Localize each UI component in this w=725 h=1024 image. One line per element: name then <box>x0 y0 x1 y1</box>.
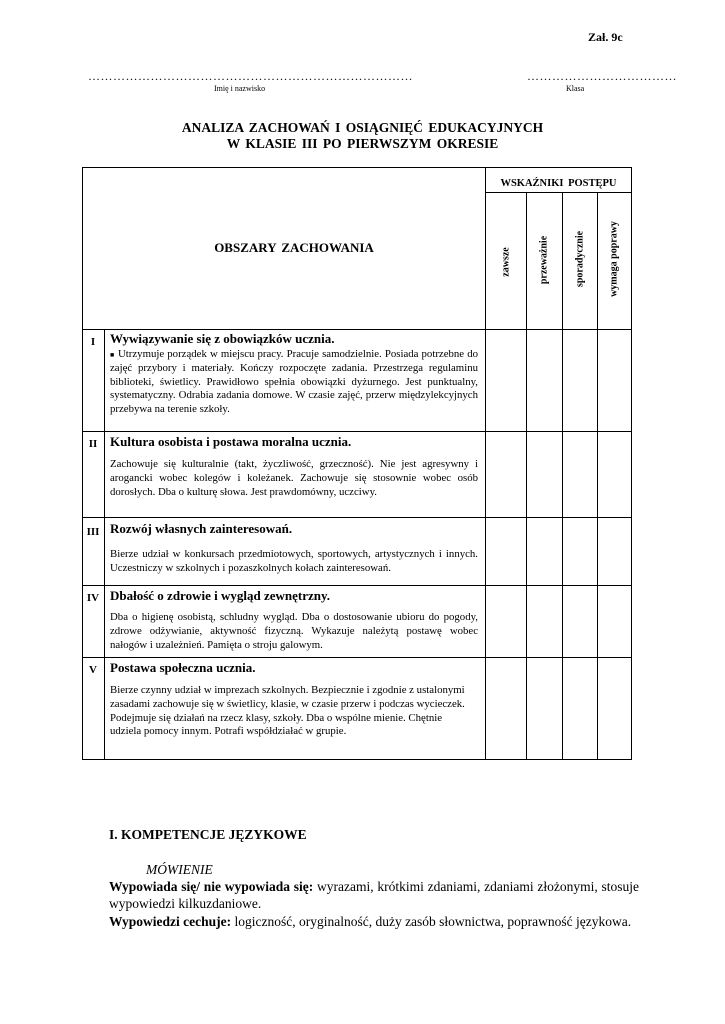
section-title: Rozwój własnych zainteresowań. <box>110 521 293 536</box>
title-line-2: W KLASIE III PO PIERWSZYM OKRESIE <box>226 136 499 151</box>
section-number: III <box>86 526 100 538</box>
section-body: Zachowuje się kulturalnie (takt, życzliwość, grzeczność). Nie jest agresywny i arogancki wobec kolegów i koleżanek. Zachowuje się stosownie wobec osób dorosłych. Dba o kulturę słowa. Jest prawdomówny, uczciwy. <box>110 458 478 498</box>
progress-header: WSKAŹNIKI POSTĘPU <box>500 178 617 189</box>
page-title <box>0 120 725 152</box>
section-number: V <box>89 664 97 676</box>
column-sporadically: sporadycznie <box>574 230 586 288</box>
section-title: Postawa społeczna ucznia. <box>110 660 256 675</box>
class-caption: Klasa <box>566 84 585 93</box>
section-body: Bierze udział w konkursach przedmiotowych, sportowych, artystycznych i innych. Uczestniczy w szkolnych i pozaszkolnych kołach zainteresowań. <box>110 548 478 574</box>
title-line-1: ANALIZA ZACHOWAŃ I OSIĄGNIĘĆ EDUKACYJNYCH <box>181 120 544 135</box>
section-number: I <box>90 336 96 348</box>
class-dotted-line: ……………………………… <box>527 69 677 83</box>
column-needs-improvement: wymaga poprawy <box>608 221 620 297</box>
section-title: Kultura osobista i postawa moralna ucznia. <box>110 434 352 449</box>
competences-heading: I. KOMPETENCJE JĘZYKOWE <box>109 827 307 842</box>
area-header: OBSZARY ZACHOWANIA <box>214 240 374 255</box>
attachment-label: Zał. 9c <box>588 30 623 44</box>
section-title: Dbałość o zdrowie i wygląd zewnętrzny. <box>110 588 331 603</box>
section-number: II <box>88 438 98 450</box>
section-body: Utrzymuje porządek w miejscu pracy. Pracuje samodzielnie. Posiada potrzebne do zajęć przybory i materiały. Kończy rozpoczęte zadania. Przestrzega regulaminu biblioteki, świetlicy. Prawidłowo spełnia obowiązki dyżurnego. Jest punktualny, systematyczny. Odrabia zadania domowe. W czasie zajęć, przerw międzylekcyjnych przebywa na terenie szkoły. <box>110 348 478 416</box>
bullet-icon: ■ <box>110 351 115 359</box>
speaking-paragraph-2: Wypowiedzi cechuje: logiczność, oryginalność, duży zasób słownictwa, poprawność językowa. <box>109 914 632 929</box>
name-dotted-line: …………………………………………………………………… <box>88 69 413 83</box>
section-number: IV <box>86 592 100 604</box>
name-caption: Imię i nazwisko <box>214 84 266 93</box>
speaking-subheading: MÓWIENIE <box>146 862 213 877</box>
section-title: Wywiązywanie się z obowiązków ucznia. <box>110 331 335 346</box>
section-body: Dba o higienę osobistą, schludny wygląd. Dba o dostosowanie ubioru do pogody, zdrowe odżywianie, aktywność fizyczną. Wykazuje należytą postawę wobec nałogów i uzależnień. Pamięta o stroju galowym. <box>110 611 478 651</box>
column-mostly: przeważnie <box>538 235 550 285</box>
column-always: zawsze <box>500 247 512 277</box>
section-body: Bierze czynny udział w imprezach szkolnych. Bezpiecznie i zgodnie z ustalonymi zasadami zachowuje się w świetlicy, klasie, w czasie przerw i podczas wycieczek. Podejmuje się działań na rzecz klasy, szkoły. Dba o wspólne mienie. Chętnie udziela pomocy innym. Potrafi współdziałać w grupie. <box>110 684 465 738</box>
speaking-paragraph-1: Wypowiada się/ nie wypowiada się: wyrazami, krótkimi zdaniami, zdaniami złożonymi, stosuje wypowiedzi kilkuzdaniowe. <box>109 879 639 911</box>
